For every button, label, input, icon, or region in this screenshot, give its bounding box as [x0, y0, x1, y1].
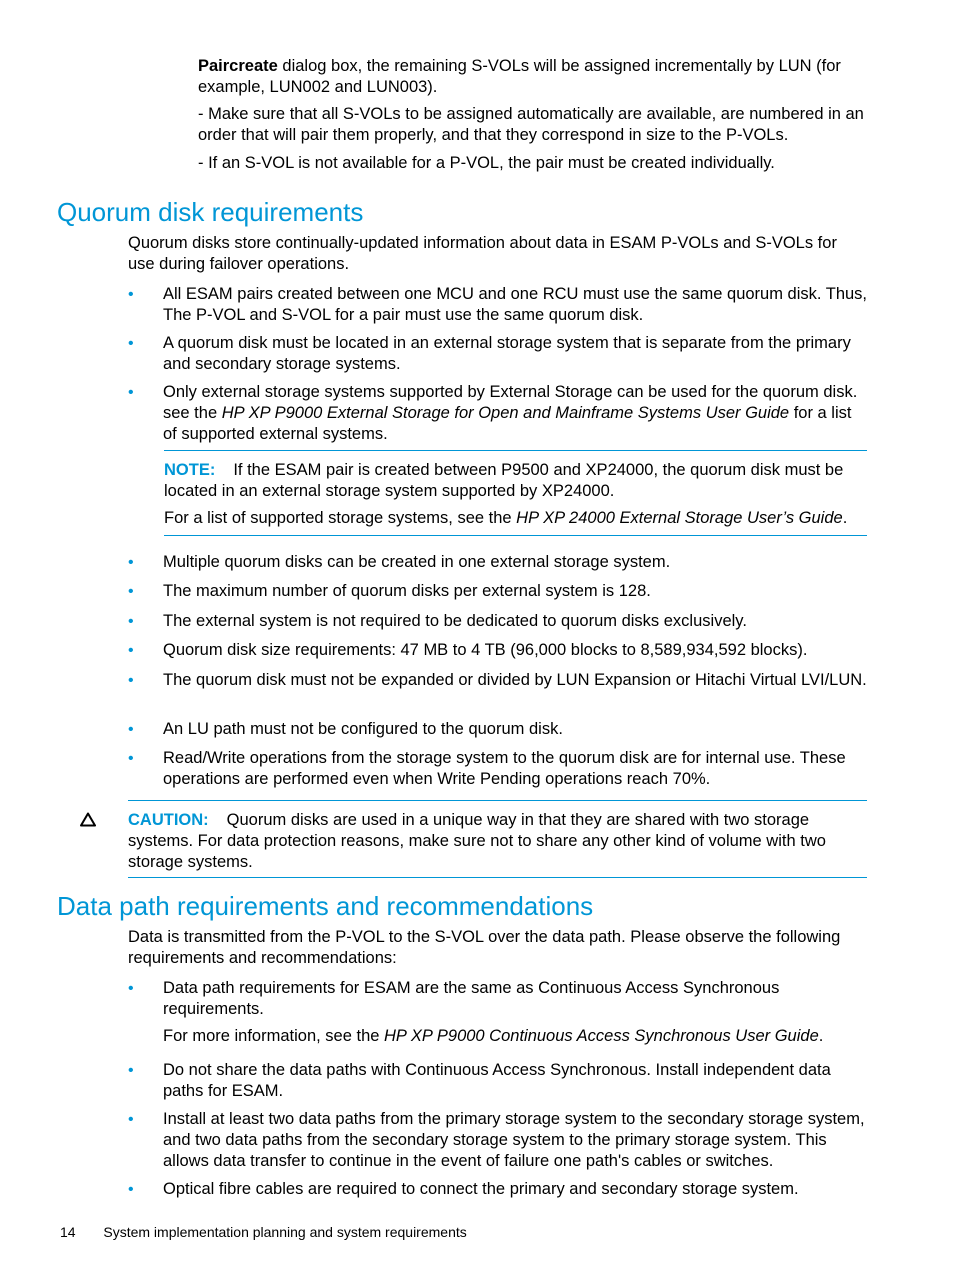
quorum-intro: Quorum disks store continually-updated information about data in ESAM P-VOLs and S-VOLs for use during failover operations.: [128, 234, 837, 273]
intro-paragraph: [198, 56, 870, 98]
bullet-icon: •: [128, 980, 134, 997]
note-text: NOTE: If the ESAM pair is created between P9500 and XP24000, the quorum disk must be located in an external storage system supported by XP24000.: [164, 461, 844, 500]
quorum-heading: Quorum disk requirements: [57, 197, 364, 227]
guide-title: HP XP P9000 Continuous Access Synchronous User Guide: [384, 1027, 819, 1045]
datapath-intro: Data is transmitted from the P-VOL to the S-VOL over the data path. Please observe the following requirements and recommendations:: [128, 928, 841, 967]
note-more: For a list of supported storage systems, see the HP XP 24000 External Storage User’s Guide.: [164, 509, 848, 527]
note-label: NOTE:: [164, 461, 216, 479]
bullet-icon: •: [128, 1111, 134, 1128]
paircreate-term: Paircreate: [198, 57, 278, 75]
datapath-more-info: For more information, see the HP XP P9000 Continuous Access Synchronous User Guide.: [163, 1027, 824, 1045]
page-number: 14: [60, 1224, 76, 1240]
bullet-icon: •: [128, 642, 134, 659]
guide-title: HP XP P9000 External Storage for Open and Mainframe Systems User Guide: [221, 404, 790, 422]
bullet-icon: •: [128, 721, 134, 738]
bullet-icon: •: [128, 335, 134, 352]
bullet-icon: •: [128, 1062, 134, 1079]
bullet-icon: •: [128, 286, 134, 303]
caution-label: CAUTION:: [128, 811, 209, 829]
intro-line3: - If an S-VOL is not available for a P-VOL, the pair must be created individually.: [198, 154, 775, 172]
guide-title: HP XP 24000 External Storage User’s Guide: [516, 509, 843, 527]
bullet-icon: •: [128, 1181, 134, 1198]
chapter-title: System implementation planning and system requirements: [103, 1224, 467, 1240]
bullet-icon: •: [128, 613, 134, 630]
bullet-icon: •: [128, 672, 134, 689]
intro-line1-rest: dialog box, the remaining S-VOLs will be assigned incrementally by LUN (for example, LUN002 and LUN003).: [198, 57, 841, 96]
bullet-icon: •: [128, 583, 134, 600]
bullet-icon: •: [128, 384, 134, 401]
intro-line2: - Make sure that all S-VOLs to be assigned automatically are available, are numbered in an order that will pair them properly, and that they correspond in size to the P-VOLs.: [198, 105, 864, 144]
caution-triangle-icon: [80, 812, 96, 833]
note-box: [164, 450, 867, 536]
caution-text: CAUTION: Quorum disks are used in a unique way in that they are shared with two storage systems. For data protection reasons, make sure not to share any other kind of volume with two storage systems.: [128, 811, 826, 871]
bullet-icon: •: [128, 750, 134, 767]
bullet-icon: •: [128, 554, 134, 571]
datapath-heading: Data path requirements and recommendations: [57, 891, 594, 921]
page-footer: [60, 1222, 467, 1242]
caution-box: [128, 800, 867, 878]
